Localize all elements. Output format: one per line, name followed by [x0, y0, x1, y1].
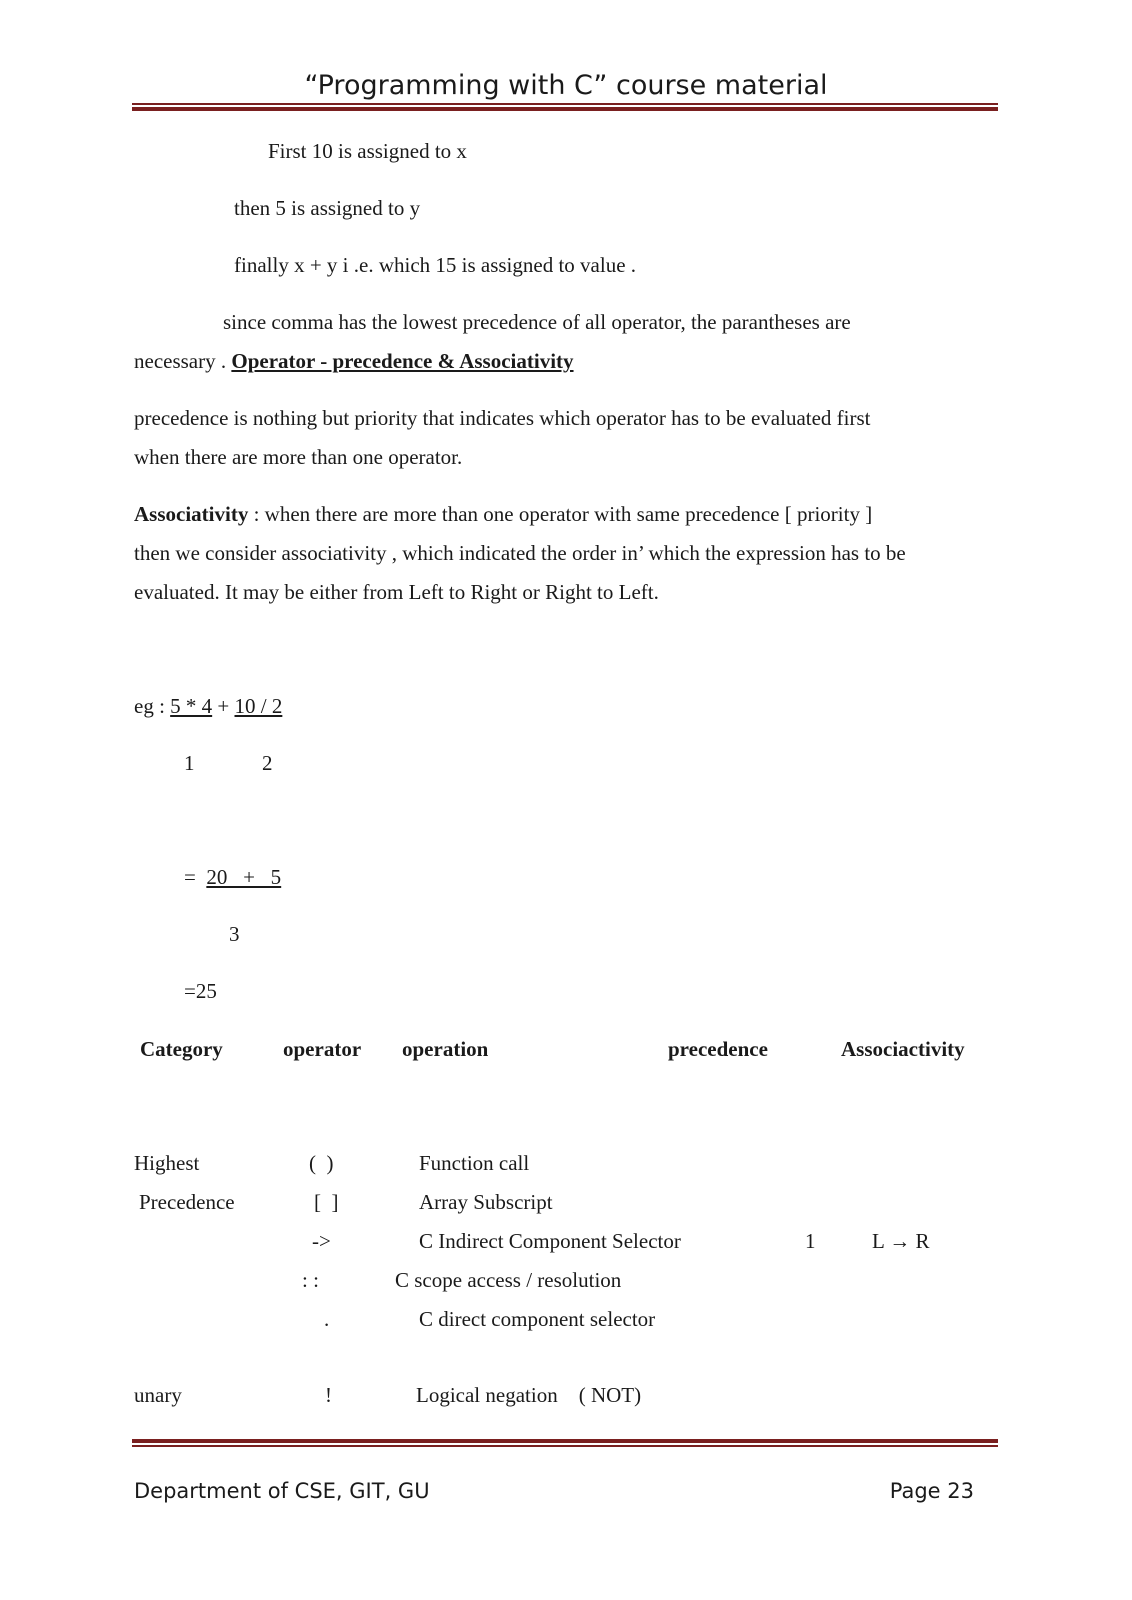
example-eq-prefix: = [184, 865, 196, 889]
example-part2: 10 / 2 [234, 694, 283, 718]
para3-line1-rest: : when there are more than one operator with same precedence [ priority ] [248, 502, 873, 526]
page-header-title: “Programming with C” course material [304, 70, 828, 101]
precedence-value: 1 [805, 1229, 816, 1253]
operator-scope-resolution: : : [302, 1268, 319, 1292]
footer-rule-thick [132, 1439, 998, 1443]
operator-array-subscript: [ ] [314, 1190, 339, 1214]
operator-logical-not: ! [325, 1383, 332, 1407]
para1-necessary: necessary . [134, 349, 227, 373]
example-step-2: 2 [262, 751, 273, 775]
operation-direct-selector: C direct component selector [419, 1307, 656, 1331]
category-precedence: Precedence [139, 1190, 235, 1214]
example-equation [184, 865, 281, 890]
para3-line1 [134, 502, 872, 527]
footer-page-number: Page 23 [889, 1479, 974, 1503]
footer-department: Department of CSE, GIT, GU [134, 1479, 430, 1503]
example-step-3: 3 [229, 922, 240, 946]
associativity-value: L → R [872, 1229, 930, 1253]
col-header-operation: operation [402, 1037, 489, 1061]
step-first: First 10 is assigned to x [268, 139, 467, 163]
example-result: =25 [184, 979, 217, 1003]
category-highest: Highest [134, 1151, 200, 1175]
example-plus: + [212, 694, 235, 718]
footer-rule-thin [132, 1445, 998, 1447]
operation-indirect-selector: C Indirect Component Selector [419, 1229, 681, 1253]
para1-line2 [134, 349, 574, 374]
para2-line2: when there are more than one operator. [134, 445, 463, 469]
col-header-operator: operator [283, 1037, 362, 1061]
para3-line3: evaluated. It may be either from Left to Right or Right to Left. [134, 580, 659, 604]
operation-function-call: Function call [419, 1151, 530, 1175]
header-rule-thin [132, 103, 998, 105]
category-unary: unary [134, 1383, 182, 1407]
operation-logical-not: Logical negation ( NOT) [416, 1383, 642, 1407]
para1-line1: since comma has the lowest precedence of all operator, the parantheses are [223, 310, 851, 334]
operator-indirect-selector: -> [312, 1229, 331, 1253]
example-prefix: eg : [134, 694, 165, 718]
section-heading: Operator - precedence & Associativity [231, 349, 574, 373]
col-header-category: Category [140, 1037, 223, 1061]
operation-array-subscript: Array Subscript [419, 1190, 553, 1214]
example-eq-expr: 20 + 5 [206, 865, 282, 889]
example-part1: 5 * 4 [170, 694, 213, 718]
operation-scope-resolution: C scope access / resolution [395, 1268, 622, 1292]
example-expression [134, 694, 282, 719]
para2-line1: precedence is nothing but priority that indicates which operator has to be evaluated first [134, 406, 871, 430]
col-header-precedence: precedence [668, 1037, 768, 1061]
col-header-associativity: Associactivity [841, 1037, 965, 1061]
step-then: then 5 is assigned to y [234, 196, 421, 220]
operator-function-call: ( ) [309, 1151, 334, 1175]
example-step-1: 1 [184, 751, 195, 775]
associativity-term: Associativity [134, 502, 249, 526]
operator-direct-selector: . [324, 1307, 330, 1331]
para3-line2: then we consider associativity , which indicated the order in’ which the expression has to be [134, 541, 906, 565]
step-finally: finally x + y i .e. which 15 is assigned to value . [234, 253, 637, 277]
header-rule-thick [132, 107, 998, 111]
